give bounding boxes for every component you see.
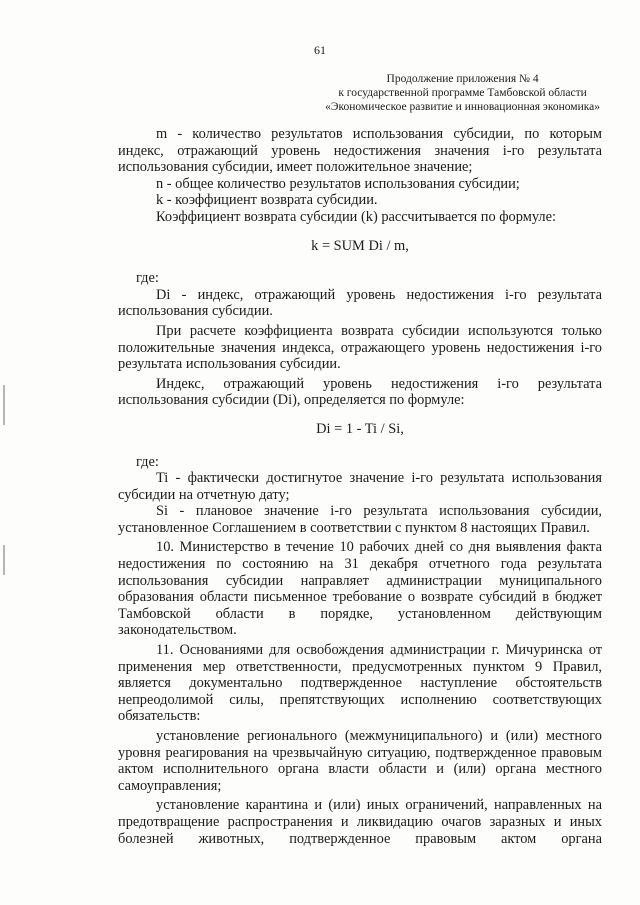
- appendix-header-line-1: Продолжение приложения № 4: [386, 73, 539, 85]
- paragraph-di-formula-intro: Индекс, отражающий уровень недостижения i-го результата использования субсидии (Di), определяется по формуле:: [118, 375, 602, 409]
- scan-margin-mark: [3, 385, 5, 425]
- where-label: где:: [136, 270, 159, 287]
- paragraph-si-definition: Si - плановое значение i-го результата использования субсидии, установленное Соглашением в соответствии с пунктом 8 настоящих Правил.: [118, 503, 602, 536]
- scan-margin-mark: [3, 545, 5, 575]
- paragraph-di-definition: Di - индекс, отражающий уровень недостижения i-го результата использования субсидии.: [118, 286, 602, 320]
- paragraph-item-10: 10. Министерство в течение 10 рабочих дней со дня выявления факта недостижения по состоянию на 31 декабря отчетного года результата использования субсидии направляет администрации муниципального образования области письменное требование о возврате субсидий в бюджет Тамбовской области в порядке, установленном действующим законодательством.: [118, 539, 602, 639]
- formula-k: k = SUM Di / m,: [311, 237, 409, 254]
- paragraph-k-formula-intro: Коэффициент возврата субсидии (k) рассчитывается по формуле:: [156, 208, 556, 225]
- paragraph-m-definition: m - количество результатов использования субсидии, по которым индекс, отражающий уровень недостижения значения i-го результата использования субсидии, имеет положительное значение;: [118, 126, 602, 176]
- paragraph-ti-definition: Ti - фактически достигнутое значение i-го результата использования субсидии на отчетную дату;: [118, 470, 602, 503]
- document-body: [118, 126, 602, 847]
- page-number: 61: [314, 43, 326, 57]
- paragraph-item-11: 11. Основаниями для освобождения администрации г. Мичуринска от применения мер ответственности, предусмотренных пунктом 9 Правил, является документально подтвержденное наступление обстоятельств непреодолимой силы, препятствующих исполнению соответствующих обязательств:: [118, 642, 602, 725]
- paragraph-positive-values: При расчете коэффициента возврата субсидии используются только положительные значения индекса, отражающего уровень недостижения i-го результата использования субсидии.: [118, 322, 602, 373]
- paragraph-emergency: установление регионального (межмуниципального) и (или) местного уровня реагирования на чрезвычайную ситуацию, подтвержденное правовым актом исполнительного органа власти области и (или) органа местного самоуправления;: [118, 728, 602, 794]
- appendix-header: [325, 72, 600, 114]
- appendix-header-line-3: «Экономическое развитие и инновационная экономика»: [325, 101, 600, 113]
- where-label: где:: [136, 453, 159, 470]
- paragraph-quarantine: установление карантина и (или) иных ограничений, направленных на предотвращение распространения и ликвидацию очагов заразных и иных болезней животных, подтвержденное правовым актом органа: [118, 797, 602, 847]
- formula-di: Di = 1 - Ti / Si,: [316, 420, 404, 437]
- appendix-header-line-2: к государственной программе Тамбовской области: [338, 87, 587, 99]
- paragraph-n-definition: n - общее количество результатов использования субсидии;: [156, 175, 520, 192]
- paragraph-k-definition: k - коэффициент возврата субсидии.: [156, 192, 378, 209]
